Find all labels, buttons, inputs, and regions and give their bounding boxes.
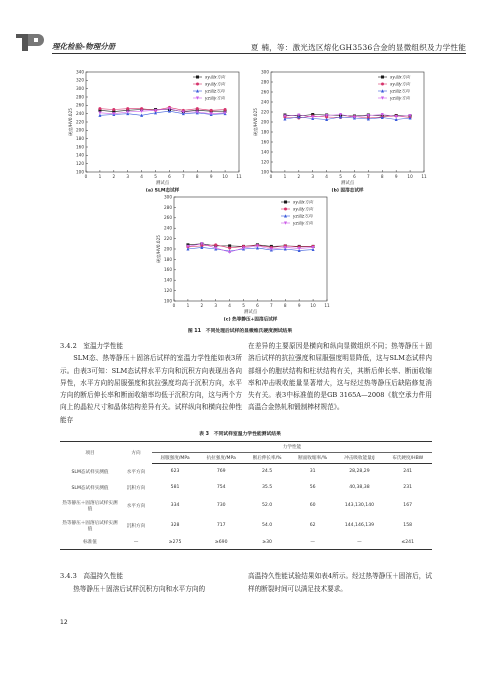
- table-cell: 158: [403, 523, 413, 528]
- x-tick-label: 9: [209, 174, 213, 179]
- table-cell: 54.0: [261, 523, 273, 528]
- table-cell: 167: [403, 503, 413, 508]
- x-tick-label: 5: [154, 174, 157, 179]
- x-tick-label: 1: [283, 174, 287, 179]
- y-tick-label: 240: [76, 111, 84, 117]
- y-tick-label: 200: [76, 127, 84, 133]
- legend-label: xy面x方向: [390, 74, 410, 80]
- data-point: [98, 107, 101, 110]
- figure-caption: 图 11 不同处理后试样的显微维氏硬度测试结果: [187, 329, 293, 334]
- y-tick-label: 180: [164, 256, 172, 262]
- x-axis-label: 测试点: [243, 310, 258, 315]
- table-cell: 35.5: [261, 485, 273, 490]
- table-cell: 热等静压＋固溶后试样实测值: [62, 520, 118, 532]
- x-tick-label: 4: [228, 303, 231, 308]
- y-tick-label: 200: [261, 119, 269, 125]
- x-tick-label: 2: [112, 174, 116, 179]
- x-tick-label: 9: [394, 174, 398, 179]
- x-tick-label: 0: [84, 174, 88, 179]
- table-row: [60, 464, 432, 480]
- y-tick-label: 160: [76, 144, 84, 150]
- data-point: [381, 83, 384, 86]
- x-tick-label: 10: [407, 174, 413, 179]
- data-point: [196, 107, 199, 110]
- x-tick-label: 6: [256, 303, 259, 308]
- hardness-chart-hip: [148, 193, 333, 325]
- table-header: 方向: [120, 442, 152, 464]
- table-cell: 水平方向: [126, 503, 146, 509]
- y-tick-label: 160: [164, 267, 172, 273]
- legend-label: yz面z方向: [390, 88, 410, 94]
- table-cell: 754: [216, 485, 226, 490]
- table-cell: 623: [170, 469, 180, 475]
- data-point: [224, 108, 227, 111]
- header-rule: [52, 53, 466, 54]
- y-tick-label: 220: [261, 109, 269, 115]
- legend-label: xy面y方向: [293, 206, 313, 212]
- section-heading: 3.4.2 室温力学性能: [60, 342, 123, 350]
- x-tick-label: 6: [353, 174, 356, 179]
- table-cell: 62: [309, 523, 316, 528]
- y-tick-label: 160: [261, 139, 269, 145]
- table-cell: 52.0: [261, 503, 273, 508]
- table-cell: 581: [170, 485, 180, 490]
- table-header: 抗拉强度/MPa: [198, 453, 244, 464]
- y-tick-label: 140: [164, 277, 172, 283]
- table-cell: 143,130,140: [344, 503, 375, 508]
- y-tick-label: 200: [164, 246, 172, 252]
- x-tick-label: 9: [297, 303, 301, 308]
- table-cell: 热等静压＋固溶后试样实测值: [62, 500, 118, 512]
- table-header: 断面收缩率/%: [290, 453, 336, 464]
- y-tick-label: 120: [164, 288, 172, 293]
- table-cell: 144,146,139: [344, 523, 375, 528]
- legend-label: xy面y方向: [205, 81, 225, 87]
- y-tick-label: 100: [76, 169, 84, 175]
- table-cell: 769: [216, 469, 226, 475]
- x-tick-label: 3: [311, 174, 315, 179]
- legend-label: yz面y方向: [205, 95, 225, 101]
- table-row: [60, 516, 432, 536]
- y-tick-label: 300: [76, 86, 84, 92]
- data-point: [381, 76, 384, 79]
- table-header: 断后伸长率/%: [244, 453, 290, 464]
- hardness-chart-solution: [245, 68, 430, 196]
- y-tick-label: 300: [261, 69, 269, 75]
- table-header: 布氏硬度/HBW: [383, 453, 432, 464]
- table-cell: ≥275: [152, 536, 198, 550]
- y-tick-label: 220: [164, 236, 172, 241]
- x-tick-label: 2: [200, 303, 204, 308]
- table-cell: 24.5: [261, 469, 273, 475]
- y-tick-label: 260: [164, 215, 172, 221]
- y-tick-label: 120: [76, 161, 84, 167]
- y-tick-label: 280: [76, 94, 84, 100]
- page-number: 12: [60, 619, 68, 626]
- y-tick-label: 320: [76, 77, 84, 83]
- table-header: 项目: [60, 442, 120, 464]
- y-tick-label: 180: [76, 136, 84, 142]
- x-tick-label: 5: [339, 174, 342, 179]
- x-tick-label: 6: [168, 174, 171, 179]
- x-tick-label: 1: [186, 303, 190, 308]
- x-tick-label: 7: [182, 174, 185, 179]
- text-column-left: [60, 340, 242, 426]
- y-tick-label: 280: [164, 204, 172, 210]
- plot-frame: [271, 72, 424, 172]
- y-tick-label: 180: [261, 129, 269, 135]
- x-tick-label: 1: [98, 174, 102, 179]
- y-tick-label: 140: [76, 152, 84, 158]
- x-tick-label: 8: [380, 174, 384, 179]
- table-cell: —: [290, 536, 336, 550]
- running-title: 夏 楠，等：激光选区熔化GH3536合金的显微组织及力学性能: [250, 43, 466, 52]
- table-cell: 730: [216, 503, 226, 508]
- table-cell: 沉积方向: [126, 523, 146, 529]
- table-row: [60, 496, 432, 516]
- text-column-left-bottom: [60, 570, 242, 595]
- text-column-right-bottom: [248, 570, 432, 595]
- x-tick-label: 11: [421, 174, 427, 179]
- text-column-right: [248, 340, 432, 414]
- chart-caption: (b) 固溶态试样: [331, 188, 364, 194]
- journal-logo-icon: [14, 30, 54, 52]
- plot-frame: [86, 72, 239, 172]
- x-tick-label: 7: [270, 303, 273, 308]
- table-cell: SLM态试样实测值: [71, 469, 109, 475]
- table-cell: 28,28,29: [349, 469, 370, 475]
- y-tick-label: 120: [261, 159, 269, 165]
- x-tick-label: 8: [195, 174, 199, 179]
- journal-name: 理化检验-物理分册: [52, 42, 116, 51]
- table-caption: 表 3 不同试样室温力学性能测试结果: [199, 432, 281, 437]
- y-tick-label: 240: [164, 225, 172, 231]
- table-cell: —: [120, 536, 152, 550]
- table-header: 屈服强度/MPa: [152, 453, 198, 464]
- y-tick-label: 260: [76, 102, 84, 108]
- table-cell: 328: [170, 523, 180, 528]
- data-point: [284, 201, 287, 204]
- data-point: [126, 107, 129, 110]
- data-point: [210, 109, 213, 112]
- table-cell: 沉积方向: [126, 485, 146, 491]
- data-point: [228, 246, 231, 249]
- x-axis-label: 测试点: [155, 181, 170, 186]
- table-cell: SLM态试样实测值: [71, 485, 109, 491]
- table-cell: —: [335, 536, 383, 550]
- legend-label: xy面y方向: [390, 81, 410, 87]
- data-point: [284, 208, 287, 211]
- table-cell: ≤241: [383, 536, 432, 550]
- y-tick-label: 140: [261, 149, 269, 155]
- x-tick-label: 2: [297, 174, 301, 179]
- table-cell: 40,38,38: [349, 485, 370, 490]
- hardness-chart-slm: [60, 68, 245, 196]
- x-tick-label: 0: [172, 303, 176, 308]
- x-tick-label: 11: [236, 174, 242, 179]
- table-header: 力学性能: [152, 442, 432, 453]
- table-cell: 31: [309, 469, 316, 475]
- y-tick-label: 220: [76, 119, 84, 125]
- data-point: [196, 83, 199, 86]
- x-tick-label: 3: [214, 303, 218, 308]
- x-tick-label: 4: [325, 174, 328, 179]
- legend-label: yz面z方向: [293, 213, 313, 219]
- x-axis-label: 测试点: [340, 181, 355, 186]
- legend-label: xy面x方向: [293, 199, 313, 205]
- table-cell: 56: [309, 485, 316, 490]
- y-axis-label: 硬度/HV0.025: [156, 235, 161, 263]
- legend-label: yz面y方向: [293, 220, 313, 226]
- y-tick-label: 280: [261, 79, 269, 85]
- data-point: [196, 76, 199, 79]
- y-tick-label: 100: [261, 169, 269, 175]
- legend-label: yz面y方向: [390, 95, 410, 101]
- legend-label: yz面z方向: [205, 88, 225, 94]
- x-tick-label: 10: [222, 174, 228, 179]
- y-axis-label: 硬度/HV0.025: [253, 108, 258, 136]
- table-header: 冲击吸收能量/J: [335, 453, 383, 464]
- table-cell: 717: [216, 523, 226, 528]
- mechanical-properties-table: [60, 441, 432, 550]
- table-cell: 水平方向: [126, 469, 146, 475]
- x-tick-label: 11: [324, 303, 330, 308]
- chart-caption: (c) 热等静压+固溶后试样: [223, 317, 278, 323]
- y-axis-label: 硬度/HV0.025: [68, 108, 73, 136]
- y-tick-label: 340: [76, 69, 84, 75]
- table-cell: 60: [309, 503, 316, 508]
- table-cell: 241: [403, 469, 413, 475]
- paragraph: 在差异的主要原因是横向和纵向显微组织不同；热等静压＋固溶后试样的抗拉强度和屈服强度明显降低，这与SLM态试样内部细小的胞状结构和柱状结构有关，其断后伸长率、断面收缩率和冲击吸收能量显著增大，这与经过热等静压后缺陷修复消失有关。表3中标准值的是GB 3165A—2008《航空承力件用高温合金热轧和锻制棒材规范》。: [248, 342, 432, 412]
- paragraph: 高温持久性能试验结果如表4所示。经过热等静压＋固溶后，试样的断裂时间可以满足技术要求。: [248, 572, 432, 593]
- paragraph: 热等静压＋固溶后试样沉积方向和水平方向的: [73, 584, 206, 593]
- x-tick-label: 7: [367, 174, 370, 179]
- table-cell: 334: [170, 503, 180, 508]
- section-heading: 3.4.3 高温持久性能: [60, 572, 123, 580]
- table-cell: 标准值: [60, 536, 120, 550]
- paragraph: SLM态、热等静压＋固溶后试样的室温力学性能如表3所示。由表3可知：SLM态试样水平方向和沉积方向表现出各向异性，水平方向的屈服强度和抗拉强度均高于沉积方向，水平方向的断后伸长率和断面收缩率均低于沉积方向，这与两个方向上的晶粒尺寸和晶体结构差异有关。试样纵向和横向拉伸性能存: [60, 354, 242, 424]
- legend-label: xy面x方向: [205, 74, 225, 80]
- chart-caption: (a) SLM态试样: [145, 188, 180, 194]
- table-row: [60, 480, 432, 496]
- y-tick-label: 240: [261, 99, 269, 105]
- y-tick-label: 260: [261, 89, 269, 95]
- x-tick-label: 0: [269, 174, 273, 179]
- table-cell: ≥690: [198, 536, 244, 550]
- x-tick-label: 10: [310, 303, 316, 308]
- x-tick-label: 4: [140, 174, 143, 179]
- table-cell: 231: [403, 485, 413, 490]
- x-tick-label: 3: [126, 174, 130, 179]
- table-row: [60, 536, 432, 550]
- x-tick-label: 8: [283, 303, 287, 308]
- y-tick-label: 300: [164, 194, 172, 200]
- y-tick-label: 100: [164, 298, 172, 304]
- data-point: [112, 108, 115, 111]
- x-tick-label: 5: [242, 303, 245, 308]
- table-cell: ≥30: [244, 536, 290, 550]
- data-point: [214, 243, 217, 246]
